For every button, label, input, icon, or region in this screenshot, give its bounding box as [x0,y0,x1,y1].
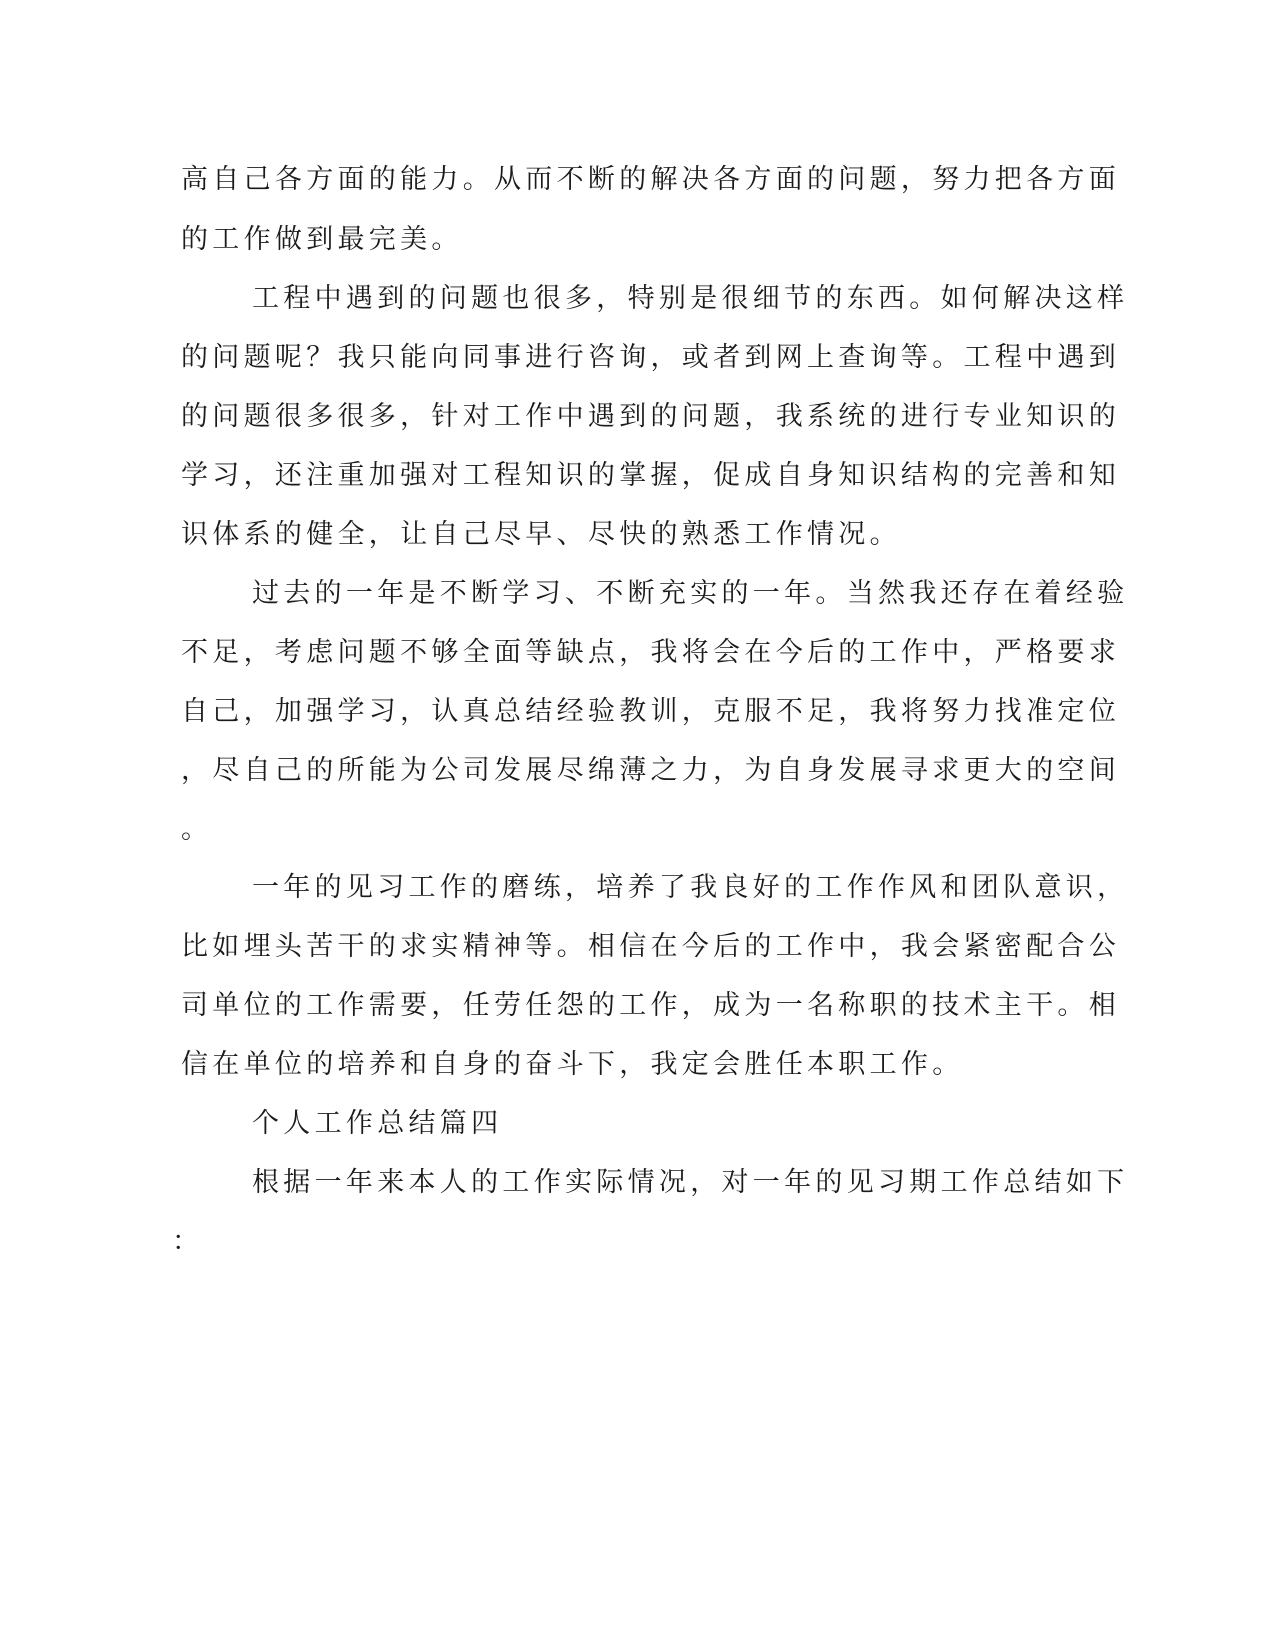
text-line: 的工作做到最完美。 [181,224,463,255]
text-line: 的问题很多很多，针对工作中遇到的问题，我系统的进行专业知识的 [181,401,1120,432]
text-line: 自己，加强学习，认真总结经验教训，克服不足，我将努力找准定位 [181,696,1120,727]
text-line: ： [172,1226,204,1257]
text-line: 识体系的健全，让自己尽早、尽快的熟悉工作情况。 [181,519,901,550]
text-line: ，尽自己的所能为公司发展尽绵薄之力，为自身发展寻求更大的空间 [181,755,1120,786]
text-line: 过去的一年是不断学习、不断充实的一年。当然我还存在着经验 [252,578,1129,609]
text-line: 信在单位的培养和自身的奋斗下，我定会胜任本职工作。 [181,1049,964,1080]
text-line: 。 [181,814,213,845]
section-heading: 个人工作总结篇四 [252,1108,503,1139]
text-line: 学习，还注重加强对工程知识的掌握，促成自身知识结构的完善和知 [181,460,1120,491]
text-line: 比如埋头苦干的求实精神等。相信在今后的工作中，我会紧密配合公 [181,931,1120,962]
text-line: 根据一年来本人的工作实际情况，对一年的见习期工作总结如下 [252,1167,1129,1198]
text-line: 不足，考虑问题不够全面等缺点，我将会在今后的工作中，严格要求 [181,637,1120,668]
text-line: 的问题呢？我只能向同事进行咨询，或者到网上查询等。工程中遇到 [181,342,1120,373]
text-line: 高自己各方面的能力。从而不断的解决各方面的问题，努力把各方面 [181,164,1120,195]
text-line: 一年的见习工作的磨练，培养了我良好的工作作风和团队意识， [252,872,1129,903]
text-line: 工程中遇到的问题也很多，特别是很细节的东西。如何解决这样 [252,283,1129,314]
text-line: 司单位的工作需要，任劳任怨的工作，成为一名称职的技术主干。相 [181,990,1120,1021]
